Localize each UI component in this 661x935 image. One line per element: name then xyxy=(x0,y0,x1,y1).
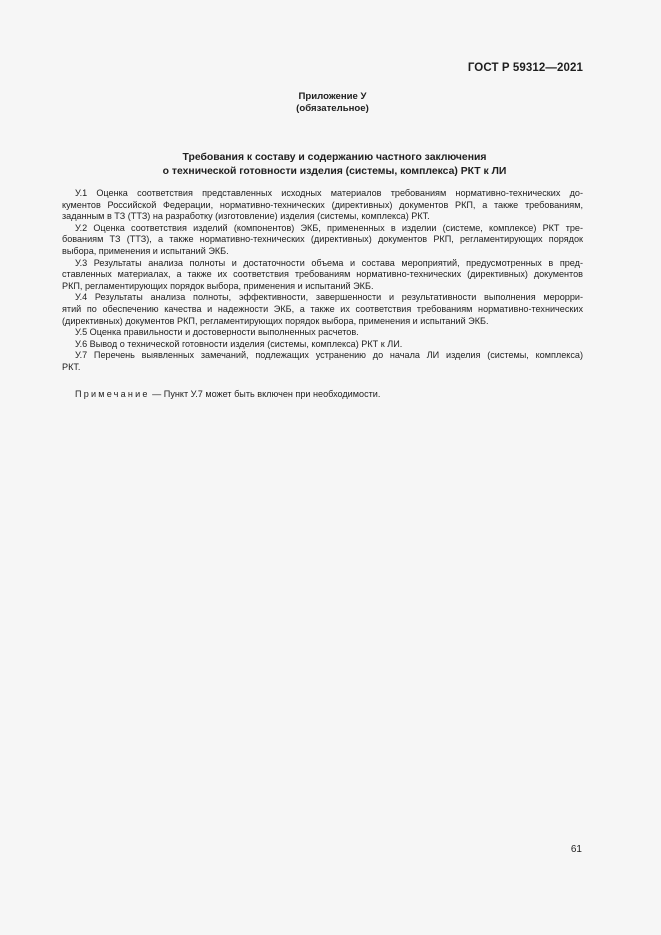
paragraph-u2 xyxy=(62,223,583,258)
paragraph-u7 xyxy=(62,350,583,373)
paragraph-line: У.4 Результаты анализа полноты, эффективности, завершенности и результативности выполнения мероpри- xyxy=(75,292,583,303)
paragraph-line: У.3 Результаты анализа полноты и достаточности объема и состава мероприятий, предусмотренных в пред- xyxy=(75,257,583,268)
paragraph-line: кументов Российской Федерации, нормативно-технических (директивных) документов РКП, а также требованиям, xyxy=(62,199,583,210)
paragraph-u6 xyxy=(62,339,583,351)
paragraph-line: У.2 Оценка соответствия изделий (компонентов) ЭКБ, примененных в изделии (системе, комплексе) РКТ тре- xyxy=(75,222,583,233)
paragraph-line: У.6 Вывод о технической готовности изделия (системы, комплекса) РКТ к ЛИ. xyxy=(75,338,403,349)
paragraph-line: У.5 Оценка правильности и достоверности выполненных расчетов. xyxy=(75,327,359,338)
paragraph-line: У.7 Перечень выявленных замечаний, подлежащих устранению до начала ЛИ изделия (системы, комплекса) xyxy=(75,350,583,361)
paragraph-line: У.1 Оценка соответствия представленных исходных материалов требованиям нормативно-технических до- xyxy=(75,188,583,198)
paragraph-line: ставленных материалах, а также их соответствия требованиям нормативно-технических (директивных) документов xyxy=(62,269,583,280)
title-line-1: Требования к составу и содержанию частного заключения xyxy=(182,152,487,163)
appendix-status: (обязательное) xyxy=(296,103,369,114)
paragraph-u5 xyxy=(62,327,583,339)
note-label: Примечание xyxy=(75,389,150,399)
note-text: — Пункт У.7 может быть включен при необходимости. xyxy=(149,389,381,399)
paragraph-u4 xyxy=(62,292,583,327)
page-number: 61 xyxy=(570,844,582,855)
paragraph-line: заданным в ТЗ (ТТЗ) на разработку (изготовление) изделия (системы, комплекса) РКТ. xyxy=(62,211,430,222)
title-line-2: о технической готовности изделия (системы, комплекса) РКТ к ЛИ xyxy=(162,166,507,177)
paragraph-u3 xyxy=(62,258,583,293)
paragraph-line: РКТ. xyxy=(62,361,81,372)
standard-code: ГОСТ Р 59312—2021 xyxy=(467,62,583,74)
paragraph-u1 xyxy=(62,188,583,223)
note xyxy=(75,389,380,399)
paragraph-line: бованиям ТЗ (ТТЗ), а также нормативно-технических (директивных) документов РКП, регламентирующих порядок xyxy=(62,234,583,245)
paragraph-line: ятий по обеспечению качества и надежности ЭКБ, а также их соответствия требованиям нормативно-технических xyxy=(62,303,583,314)
document-body xyxy=(62,188,583,374)
appendix-name: Приложение У xyxy=(298,91,367,102)
paragraph-line: выбора, применения и испытаний ЭКБ. xyxy=(62,245,229,256)
appendix-heading xyxy=(0,91,661,115)
document-title xyxy=(0,151,661,179)
paragraph-line: РКП, регламентирующих порядок выбора, применения и испытаний ЭКБ. xyxy=(62,280,374,291)
paragraph-line: (директивных) документов РКП, регламентирующих порядок выбора, применения и испытаний ЭКБ. xyxy=(62,315,489,326)
